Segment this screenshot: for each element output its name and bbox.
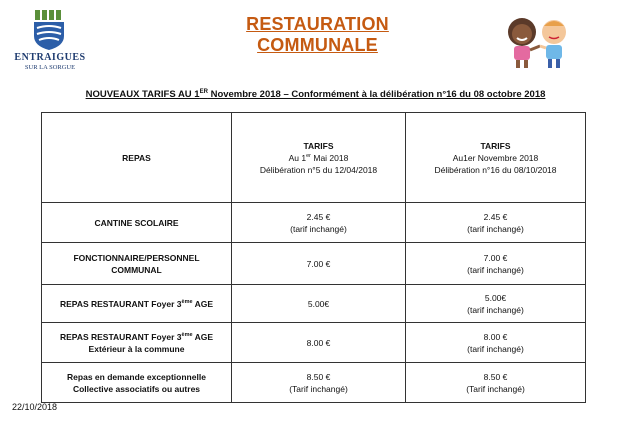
table-row	[42, 363, 586, 403]
table-row	[42, 323, 586, 363]
header-tarifs-novembre: TARIFS Au1er Novembre 2018 Délibération n°16 du 08/10/2018	[406, 113, 586, 203]
row-label: Repas en demande exceptionnelle Collective associatifs ou autres	[42, 363, 232, 403]
logo-town-subtitle: SUR LA SORGUE	[24, 64, 76, 71]
old-price: 7.00 €	[232, 243, 406, 285]
page-title: RESTAURATION COMMUNALE	[246, 14, 389, 55]
town-crest-icon	[31, 10, 69, 50]
old-price: 8.50 € (Tarif inchangé)	[232, 363, 406, 403]
new-price: 5.00€ (tarif inchangé)	[406, 285, 586, 323]
new-price: 8.50 € (Tarif inchangé)	[406, 363, 586, 403]
table-row	[42, 285, 586, 323]
row-label: FONCTIONNAIRE/PERSONNEL COMMUNAL	[42, 243, 232, 285]
children-illustration-icon	[492, 12, 582, 77]
old-price: 5.00€	[232, 285, 406, 323]
town-logo	[8, 10, 92, 71]
new-price: 2.45 € (tarif inchangé)	[406, 203, 586, 243]
table-row	[42, 203, 586, 243]
row-label: CANTINE SCOLAIRE	[42, 203, 232, 243]
logo-town-name: ENTRAIGUES	[14, 52, 86, 63]
old-price: 8.00 €	[232, 323, 406, 363]
tariff-subtitle: NOUVEAUX TARIFS AU 1ER Novembre 2018 – Conformément à la délibération n°16 du 08 octobre 2018	[85, 88, 546, 100]
row-label: REPAS RESTAURANT Foyer 3ème AGE Extérieur à la commune	[42, 323, 232, 363]
row-label: REPAS RESTAURANT Foyer 3ème AGE	[42, 285, 232, 323]
old-price: 2.45 € (tarif inchangé)	[232, 203, 406, 243]
header-tarifs-mai: TARIFS Au 1er Mai 2018 Délibération n°5 du 12/04/2018	[232, 113, 406, 203]
new-price: 8.00 € (tarif inchangé)	[406, 323, 586, 363]
tariff-table	[41, 112, 586, 403]
document-date: 22/10/2018	[12, 402, 58, 412]
header-repas: REPAS	[42, 113, 232, 203]
table-header-row	[42, 113, 586, 203]
new-price: 7.00 € (tarif inchangé)	[406, 243, 586, 285]
table-row	[42, 243, 586, 285]
